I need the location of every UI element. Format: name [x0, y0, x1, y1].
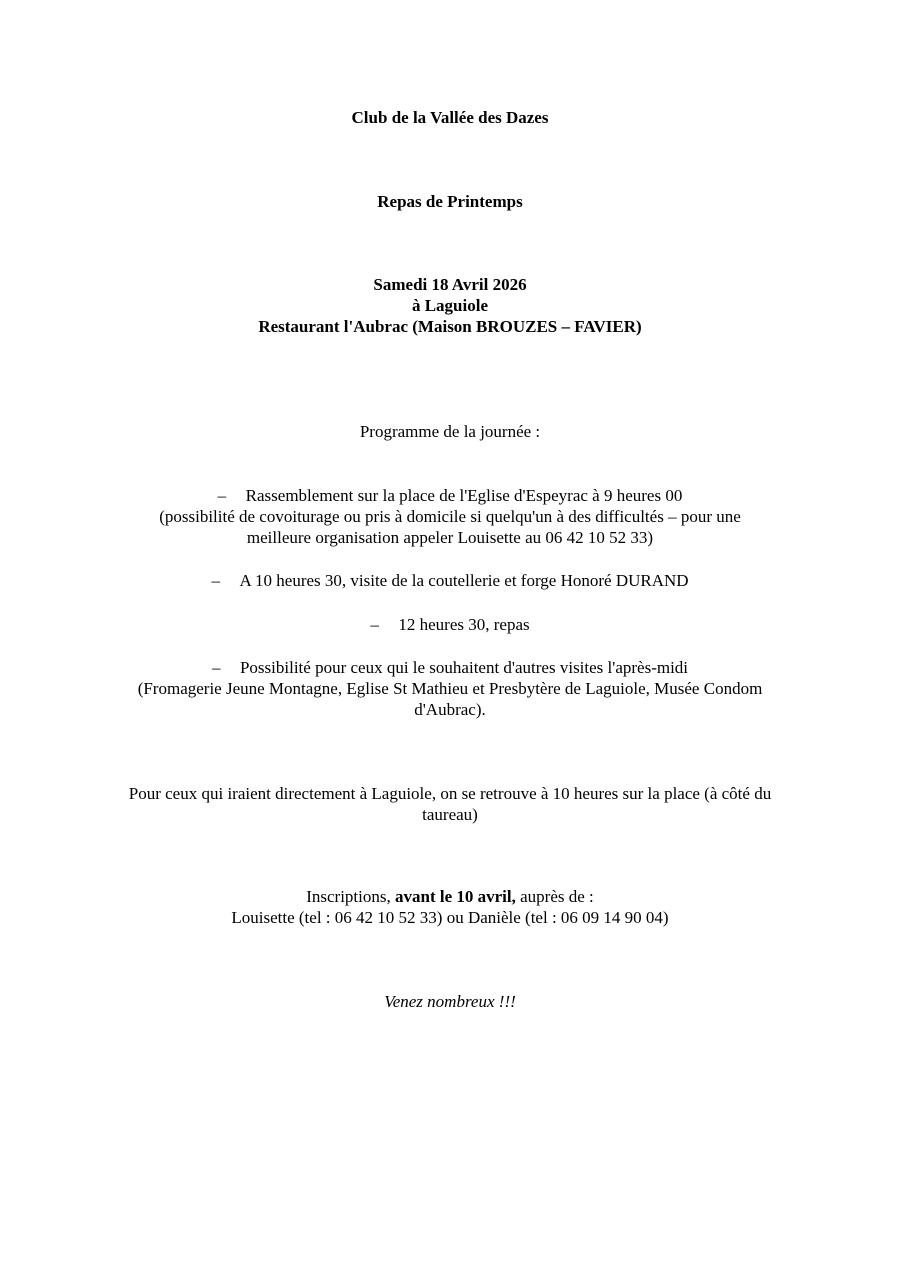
programme-item-main-line — [0, 657, 900, 678]
event-title: Repas de Printemps — [377, 192, 523, 211]
programme-item-main-line — [0, 485, 900, 506]
inscriptions-suffix: auprès de : — [515, 887, 594, 906]
inscriptions-contacts: Louisette (tel : 06 42 10 52 33) ou Danièle (tel : 06 09 14 90 04) — [231, 908, 669, 927]
event-venue: Restaurant l'Aubrac (Maison BROUZES – FAVIER) — [258, 317, 642, 336]
programme-item — [0, 657, 900, 720]
club-name: Club de la Vallée des Dazes — [351, 108, 549, 127]
programme-item-detail: d'Aubrac). — [414, 700, 486, 719]
inscriptions-section — [0, 886, 900, 928]
direct-meeting-note — [0, 783, 900, 825]
event-place: à Laguiole — [411, 296, 489, 315]
programme-item — [0, 485, 900, 548]
programme-item-main-line — [0, 570, 900, 591]
programme-item-text: A 10 heures 30, visite de la coutellerie et forge Honoré DURAND — [239, 571, 689, 590]
inscriptions-line — [0, 886, 900, 907]
bullet-dash: – — [211, 658, 221, 677]
programme-item — [0, 570, 900, 591]
inscriptions-prefix: Inscriptions, — [306, 887, 395, 906]
programme-item-detail: meilleure organisation appeler Louisette au 06 42 10 52 33) — [246, 528, 654, 547]
programme-item-text: 12 heures 30, repas — [398, 615, 530, 634]
bullet-dash: – — [217, 486, 227, 505]
programme-item — [0, 614, 900, 635]
inscriptions-deadline: avant le 10 avril, — [395, 887, 516, 906]
event-details — [0, 274, 900, 337]
programme-item-main-line — [0, 614, 900, 635]
closing-message: Venez nombreux !!! — [384, 992, 516, 1011]
programme-heading: Programme de la journée : — [359, 422, 541, 441]
programme-item-detail: (Fromagerie Jeune Montagne, Eglise St Mathieu et Presbytère de Laguiole, Musée Condom — [137, 679, 763, 698]
programme-item-detail: (possibilité de covoiturage ou pris à domicile si quelqu'un à des difficultés – pour une — [159, 507, 741, 526]
bullet-dash: – — [370, 615, 379, 634]
programme-item-text: Rassemblement sur la place de l'Eglise d'Espeyrac à 9 heures 00 — [245, 486, 683, 505]
bullet-dash: – — [211, 571, 220, 590]
direct-note-line: taureau) — [422, 805, 478, 824]
programme-item-text: Possibilité pour ceux qui le souhaitent d'autres visites l'après-midi — [239, 658, 689, 677]
event-date: Samedi 18 Avril 2026 — [373, 275, 527, 294]
direct-note-line: Pour ceux qui iraient directement à Laguiole, on se retrouve à 10 heures sur la place (à côté du — [128, 784, 772, 803]
